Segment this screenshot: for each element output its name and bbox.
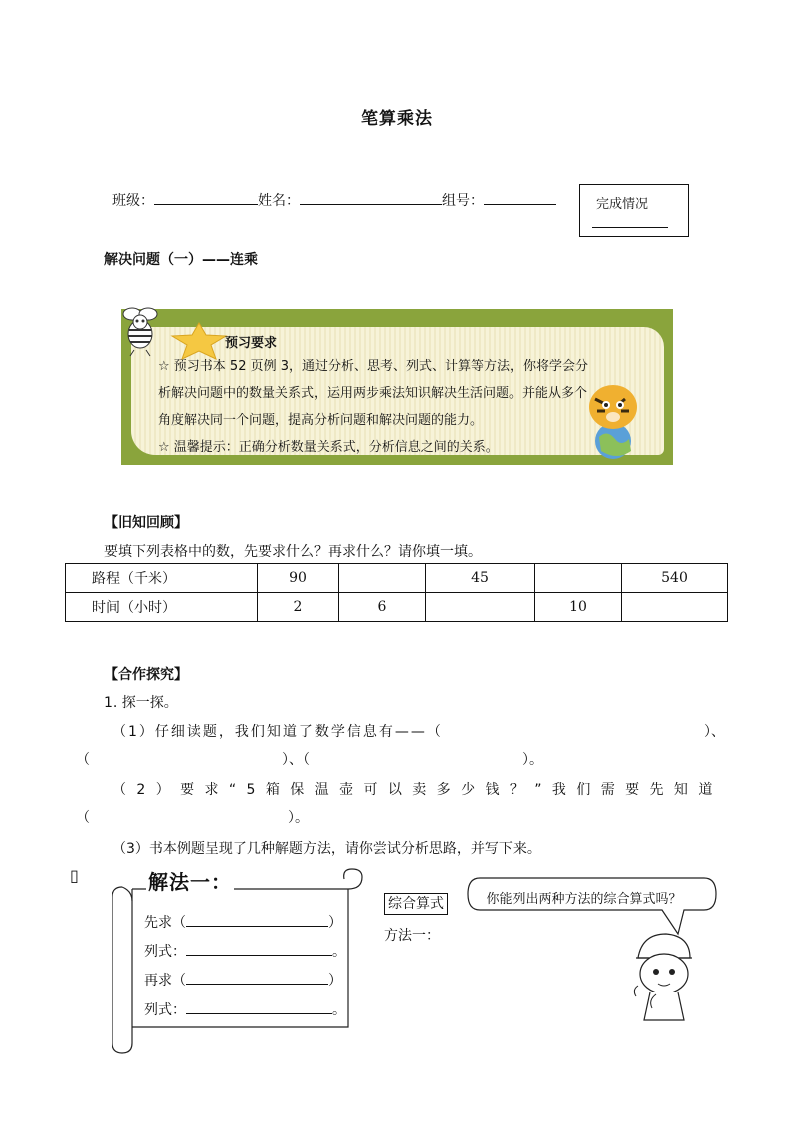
period: 。: [332, 1002, 346, 1018]
name-field[interactable]: [300, 190, 442, 205]
preview-requirements-panel: [121, 309, 673, 465]
table-row: [66, 593, 728, 622]
then-answer-field[interactable]: [186, 970, 328, 985]
bee-icon: [116, 304, 168, 358]
review-prompt: 要填下列表格中的数，先要求什么？再求什么？请你填一填。: [104, 544, 482, 560]
review-title: 【旧知回顾】: [104, 515, 188, 531]
method-1-scroll: [112, 867, 364, 1055]
first-answer-field[interactable]: [186, 912, 328, 927]
period: 。: [332, 944, 346, 960]
explore-title: 【合作探究】: [104, 667, 188, 683]
table-cell[interactable]: 6: [339, 593, 426, 622]
question-2-paren-a: （: [76, 810, 90, 826]
question-1-paren-c: ）。: [522, 752, 543, 768]
table-cell[interactable]: [426, 593, 535, 622]
completion-status-label: 完成情况: [596, 197, 649, 212]
method-step-then: [144, 970, 342, 990]
page-title: 笔算乘法: [361, 109, 433, 129]
thinking-child-icon: [628, 928, 700, 1024]
table-cell[interactable]: 90: [258, 564, 339, 593]
table-cell[interactable]: 2: [258, 593, 339, 622]
section-title: 解决问题（一）——连乘: [104, 252, 258, 268]
name-label: 姓名：: [258, 193, 300, 209]
formula-label: 列式：: [144, 1002, 186, 1018]
review-table: [65, 563, 728, 622]
preview-title: 预习要求: [225, 336, 278, 351]
question-2-start: （2）要求“5箱保温壶可以卖多少钱？”我们需要先知道: [112, 782, 723, 798]
table-cell[interactable]: [622, 593, 728, 622]
scroll-frame: [112, 867, 364, 1055]
row-label: 路程（千米）: [66, 564, 258, 593]
preview-line: 角度解决同一个问题，提高分析问题和解决问题的能力。: [158, 413, 484, 428]
explore-item-1: 1. 探一探。: [104, 695, 178, 711]
completion-status-box: [579, 184, 689, 237]
first-label: 先求（: [144, 915, 186, 931]
close-paren: ）: [328, 973, 342, 989]
class-field[interactable]: [154, 190, 258, 205]
table-cell[interactable]: 45: [426, 564, 535, 593]
close-paren: ）: [328, 915, 342, 931]
formula-field[interactable]: [186, 999, 332, 1014]
method-marker: ▯: [70, 866, 79, 885]
completion-status-field[interactable]: [592, 227, 668, 228]
table-cell[interactable]: [339, 564, 426, 593]
group-label: 组号：: [442, 193, 484, 209]
formula-label: 列式：: [144, 944, 186, 960]
preview-line: 析解决问题中的数量关系式，运用两步乘法知识解决生活问题。并能从多个: [158, 386, 588, 401]
question-2-paren-b: ）。: [288, 810, 309, 826]
preview-line: ☆ 预习书本 52 页例 3，通过分析、思考、列式、计算等方法，你将学会分: [158, 359, 588, 374]
table-cell[interactable]: 540: [622, 564, 728, 593]
table-cell[interactable]: [535, 564, 622, 593]
table-row: [66, 564, 728, 593]
question-3: （3）书本例题呈现了几种解题方法，请你尝试分析思路，并写下来。: [112, 841, 541, 857]
method-heading: 解法一：: [146, 866, 234, 895]
bubble-text: 你能列出两种方法的综合算式吗？: [486, 892, 682, 907]
method-step-formula: [144, 941, 346, 961]
method-step-first: [144, 912, 342, 932]
combined-formula-box: 综合算式: [384, 893, 448, 915]
method-step-formula-2: [144, 999, 346, 1019]
preview-line: ☆ 温馨提示：正确分析数量关系式，分析信息之间的关系。: [158, 440, 499, 455]
row-label: 时间（小时）: [66, 593, 258, 622]
student-info-row: [112, 190, 556, 210]
tiger-globe-icon: [577, 377, 649, 461]
formula-field[interactable]: [186, 941, 332, 956]
question-1-start: （1）仔细读题，我们知道了数学信息有——（: [112, 724, 443, 740]
speech-bubble: [466, 876, 718, 936]
class-label: 班级：: [112, 193, 154, 209]
method-1-label: 方法一：: [384, 928, 440, 944]
then-label: 再求（: [144, 973, 186, 989]
group-field[interactable]: [484, 190, 556, 205]
table-cell[interactable]: 10: [535, 593, 622, 622]
question-1-paren-a: （: [76, 752, 90, 768]
question-1-end: ）、: [704, 724, 725, 740]
question-1-paren-b: ）、（: [282, 752, 310, 768]
